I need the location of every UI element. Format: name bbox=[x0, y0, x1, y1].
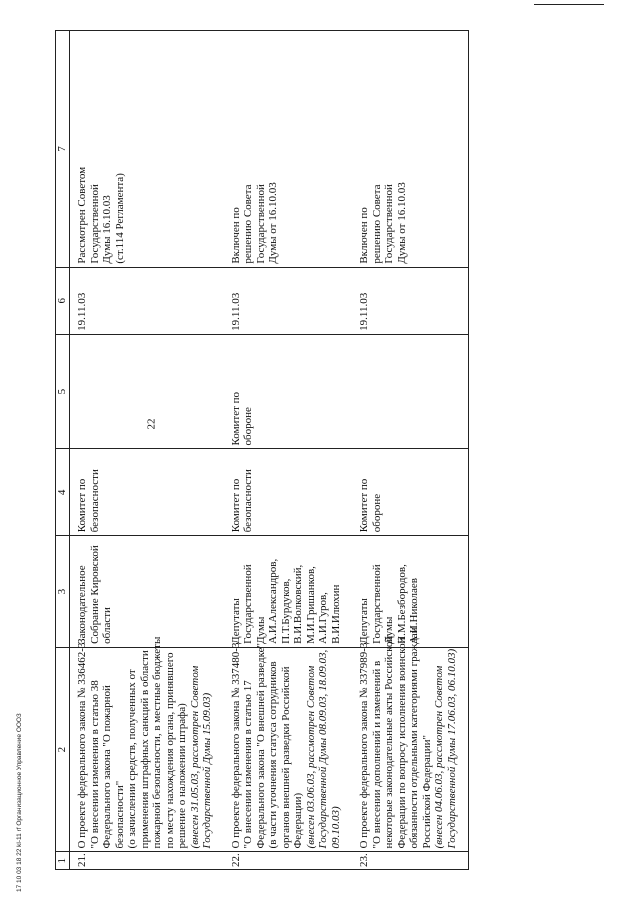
date-cell: 19.11.03 bbox=[224, 267, 353, 334]
cell-line: Рассмотрен Советом bbox=[76, 166, 88, 264]
cell-note-line: (внесен 03.06.03, рассмотрен Советом bbox=[304, 665, 317, 849]
header-col-4: 4 bbox=[56, 449, 70, 536]
co-committee-cell bbox=[70, 334, 224, 449]
cell-line: (о зачислении средств, полученных от bbox=[126, 669, 138, 849]
top-rule bbox=[534, 4, 604, 5]
cell-line: Собрание Кировской bbox=[88, 545, 101, 644]
header-col-3: 3 bbox=[56, 536, 70, 648]
header-col-1: 1 bbox=[56, 852, 70, 870]
cell-line: Государственной bbox=[242, 564, 254, 644]
cell-line: Российской Федерации" bbox=[420, 735, 433, 849]
cell-note-line: (внесен 31.05.03, рассмотрен Советом bbox=[188, 665, 201, 849]
cell-line: органов внешней разведки Российской bbox=[279, 666, 292, 849]
header-col-5: 5 bbox=[56, 334, 70, 449]
co-committee-cell bbox=[352, 334, 469, 449]
cell-line: В.И.Илюхин bbox=[329, 584, 342, 644]
cell-line: О проекте федерального закона № 337480-3 bbox=[229, 642, 242, 849]
cell-note-line: (внесен 04.06.03, рассмотрен Советом bbox=[433, 665, 445, 849]
initiator-cell bbox=[224, 536, 353, 648]
table-row bbox=[70, 31, 224, 870]
cell-line: А.И.Александров, bbox=[267, 558, 279, 644]
cell-line: Комитет по bbox=[229, 391, 242, 446]
cell-line: решение о наложении штрафа) bbox=[176, 703, 188, 849]
table-row bbox=[224, 31, 353, 870]
status-note-cell bbox=[224, 31, 353, 268]
table-row bbox=[352, 31, 469, 870]
co-committee-cell bbox=[224, 334, 353, 449]
cell-line: решению Совета bbox=[242, 184, 254, 264]
cell-line: А.И.Гуров, bbox=[317, 592, 329, 644]
cell-line: Включен по bbox=[358, 207, 370, 264]
cell-line: Государственной bbox=[370, 564, 383, 644]
cell-line: решению Совета bbox=[370, 184, 383, 264]
cell-line: Н.М.Безбородов, bbox=[395, 564, 408, 644]
cell-line: Государственной bbox=[88, 184, 101, 264]
cell-line: "О внесении изменения в статью 17 bbox=[242, 680, 254, 849]
agenda-table-rotated bbox=[55, 30, 615, 870]
status-note-cell bbox=[70, 31, 224, 268]
responsible-committee-cell bbox=[224, 449, 353, 536]
cell-line: Федерации) bbox=[292, 792, 304, 849]
header-col-7: 7 bbox=[56, 31, 70, 268]
cell-line: Думы от 16.10.03 bbox=[267, 182, 279, 264]
responsible-committee-cell bbox=[70, 449, 224, 536]
cell-line: Думы bbox=[254, 616, 267, 644]
cell-line: Думы от 16.10.03 bbox=[395, 182, 408, 264]
cell-line: Включен по bbox=[229, 207, 242, 264]
cell-line: (в части уточнения статуса сотрудников bbox=[267, 661, 279, 849]
cell-line: Думы 16.10.03 bbox=[101, 195, 113, 264]
table-body bbox=[70, 31, 469, 870]
bill-description-cell bbox=[70, 636, 224, 852]
cell-line: Комитет по bbox=[229, 478, 242, 533]
cell-note-line: 09.10.03) bbox=[329, 806, 342, 849]
page-number: 22 bbox=[145, 418, 158, 430]
cell-line: А.И.Николаев bbox=[408, 578, 420, 644]
cell-line: области bbox=[101, 607, 113, 644]
cell-line: Комитет по bbox=[358, 478, 370, 533]
cell-line: обороне bbox=[242, 407, 254, 446]
cell-line: обязанности отдельными категориями граждан bbox=[408, 627, 420, 849]
date-cell: 19.11.03 bbox=[352, 267, 469, 334]
cell-line: безопасности bbox=[242, 469, 254, 533]
cell-line: Федерации по вопросу исполнения воинской bbox=[395, 637, 408, 849]
row-number: 21. bbox=[70, 852, 224, 870]
row-number: 23. bbox=[352, 852, 469, 870]
cell-line: Думы bbox=[383, 616, 395, 644]
cell-line: (ст.114 Регламента) bbox=[113, 173, 126, 264]
cell-note-line: Государственной Думы 17.06.03, 06.10.03) bbox=[445, 648, 458, 849]
bill-description-cell bbox=[352, 627, 469, 852]
bill-description-cell bbox=[224, 642, 353, 852]
header-col-6: 6 bbox=[56, 267, 70, 334]
date-cell: 19.11.03 bbox=[70, 267, 224, 334]
cell-line: по месту нахождения органа, принявшего bbox=[163, 652, 176, 849]
cell-line: П.Т.Бурдуков, bbox=[279, 578, 292, 644]
cell-line: безопасности" bbox=[113, 780, 126, 849]
table-header-row bbox=[56, 31, 70, 870]
fax-footer: 17 10 03 18 22 kl-11 rf Организационное Управление ООО3 bbox=[16, 713, 23, 892]
initiator-cell bbox=[70, 536, 224, 648]
cell-line: пожарной безопасности, в местные бюджеты bbox=[151, 636, 163, 849]
cell-line: О проекте федерального закона № 337989-3 bbox=[358, 642, 370, 849]
cell-line: Государственной bbox=[383, 184, 395, 264]
cell-line: обороне bbox=[370, 493, 383, 533]
cell-line: Законодательное bbox=[76, 565, 88, 644]
cell-note-line: Государственной Думы 15.09.03) bbox=[201, 692, 213, 849]
initiator-cell bbox=[352, 536, 469, 648]
cell-line: "О внесении изменения в статью 38 bbox=[88, 680, 101, 849]
cell-line: "О внесении дополнений и изменений в bbox=[370, 660, 383, 849]
agenda-table bbox=[55, 30, 469, 870]
cell-line: М.И.Гришанков, bbox=[304, 566, 317, 644]
cell-line: Депутаты bbox=[229, 598, 242, 644]
cell-line: Федерального закона "О пожарной bbox=[101, 685, 113, 849]
cell-line: В.И.Волковский, bbox=[292, 564, 304, 644]
cell-line: Депутаты bbox=[358, 598, 370, 644]
cell-line: О проекте федерального закона № 336462-3 bbox=[76, 642, 88, 849]
cell-line: некоторые законодательные акты Российской bbox=[383, 635, 395, 849]
status-note-cell bbox=[352, 31, 469, 268]
cell-line: применения штрафных санкций в области bbox=[138, 650, 151, 849]
header-col-2: 2 bbox=[56, 647, 70, 852]
cell-note-line: Государственной Думы 08.09.03, 18.09.03, bbox=[317, 649, 329, 849]
cell-line: Федерального закона "О внешней разведке" bbox=[254, 642, 267, 849]
cell-line: Государственной bbox=[254, 184, 267, 264]
cell-line: безопасности bbox=[88, 469, 101, 533]
responsible-committee-cell bbox=[352, 449, 469, 536]
row-number: 22. bbox=[224, 852, 353, 870]
cell-line: Комитет по bbox=[76, 478, 88, 533]
